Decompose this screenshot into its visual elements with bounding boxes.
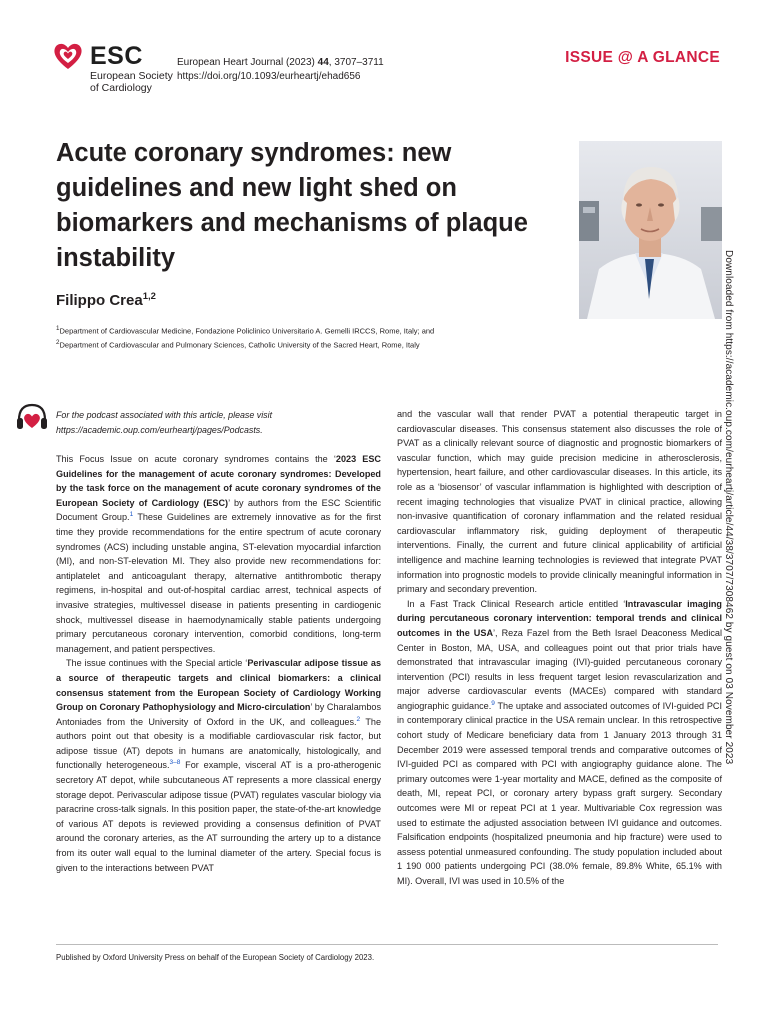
paragraph: and the vascular wall that render PVAT a potential therapeutic target in cardiovascular diseases. This consensus statement also discusses the role of PVAT as a clinically relevant source of diagnostic and prognostic biomarkers of vascular function, which may guide precision medicine in atherosclerosis, hypertension, heart failure, and other cardiovascular diseases. In this article, its role as a ‘biosensor’ of vascular inflammation is highlighted with description of recent imaging technologies that visualize PVAT in clinical practice, allowing non-invasive quantification of coronary inflammation and the related residual cardiovascular inflammatory risk, guiding deployment of therapeutic interventions. Finally, the current and future clinical applicability of artificial intelligence and machine learning technologies is reviewed that integrate PVAT information into prognostic models to provide clinically meaningful information in primary and secondary prevention. — [397, 409, 722, 595]
text-run: For example, visceral AT is a pro-atherogenic secretory AT depot, while subcutaneous AT represents a more classical energy storage depot. Perivascular adipose tissue (PVAT) regulates vascular biology via paracrine cross-talk signals. In this position paper, the state-of-the-art knowledge of various AT depots is reviewed providing a consensus definition of PVAT around the coronary arteries, as the AT surrounding the artery up to a distance from its outer wall equal to the luminal diameter of the artery. Special focus is given to the interactions between PVAT — [56, 760, 381, 873]
paragraph — [56, 452, 381, 656]
text-run: The issue continues with the Special article ‘ — [66, 658, 248, 669]
text-run: In a Fast Track Clinical Research article entitled ‘ — [407, 598, 626, 609]
download-notice — [723, 250, 752, 850]
journal-reference — [177, 56, 384, 70]
text-run: ’ by authors from the ESC Scientific Document Group. — [56, 497, 381, 523]
author-affiliation-sup: 1,2 — [142, 291, 156, 302]
text-run: The uptake and associated outcomes of IVI-guided PCI in contemporary clinical practice in the USA remain unclear. In this retrospective cohort study of Medicare beneficiary data from 1 January 2013 through 31 December 2019 were assessed temporal trends and comparative outcomes of IVI-guided PCI as compared with PCI with angiography guidance alone. The primary outcomes were 1-year mortality and MACE, defined as the composite of death, MI, repeat PCI, or coronary artery bypass graft surgery. Secondary outcomes were MI or repeat PCI at 1 year. Multivariable Cox regression was used to estimate the adjusted association between IVI guidance and outcomes. Falsification endpoints (hospitalized pneumonia and hip fracture) were used to assess potential unmeasured confounding. The study population included about 1 190 000 patients undergoing PCI (38.0% female, 89.8% White, 65.1% with MI). Overall, IVI was used in 10.5% of the — [397, 700, 723, 886]
journal-name: European Heart Journal (2023) — [177, 57, 318, 68]
paragraph — [397, 597, 722, 889]
article-title: Acute coronary syndromes: new guidelines and new light shed on biomarkers and mechanisms of plaque instability — [56, 139, 528, 272]
article-reference-title: Intravascular imaging during percutaneous coronary intervention: temporal trends and clinical outcomes in the USA — [397, 598, 722, 638]
society-name — [90, 70, 173, 94]
footer-divider — [56, 944, 718, 945]
reference-link[interactable]: 9 — [491, 699, 495, 707]
text-run: ’ by Charalambos Antoniades from the University of Oxford in the UK, and colleagues. — [56, 702, 381, 727]
text-run: The authors point out that obesity is a modifiable cardiovascular risk factor, but adipose tissue (AT) depots in humans are anatomically, histologically, and functionally heterogeneous. — [56, 716, 381, 771]
journal-pages: , 3707–3711 — [328, 57, 384, 68]
doi-link[interactable]: https://doi.org/10.1093/eurheartj/ehad656 — [177, 71, 361, 82]
affiliations — [56, 323, 434, 350]
reference-link[interactable]: 1 — [129, 511, 134, 519]
society-line-1: European Society — [90, 70, 173, 82]
author-name — [56, 291, 156, 309]
society-line-2: of Cardiology — [90, 82, 152, 94]
affiliation-1 — [56, 323, 434, 337]
body-column-right — [397, 407, 722, 889]
affiliation-2-number: 2 — [56, 338, 60, 346]
affiliation-2-text: Department of Cardiovascular and Pulmonary Sciences, Catholic University of the Sacred Heart, Rome, Italy — [59, 340, 420, 349]
body-column-left — [56, 452, 381, 875]
section-label: ISSUE @ A GLANCE — [565, 49, 720, 66]
affiliation-1-number: 1 — [56, 325, 60, 332]
article-reference-title: Perivascular adipose tissue as a source of therapeutic targets and clinical biomarkers: a clinical consensus statement from the European Society of Cardiology Working Group on Coronary Pathophysiology and Micro-circulation — [56, 658, 382, 713]
reference-link[interactable]: 2 — [356, 715, 361, 723]
publisher-footer: Published by Oxford University Press on behalf of the European Society of Cardiology 2023. — [56, 953, 375, 962]
author-photo — [579, 141, 722, 319]
journal-volume: 44 — [317, 57, 329, 68]
esc-wordmark: ESC — [90, 42, 143, 70]
text-run: ’, Reza Fazel from the Beth Israel Deaconess Medical Center in Boston, MA, USA, and colleagues point out that prior trials have demonstrated that intravascular imaging (IVI)-guided percutaneous coronary intervention (PCI) results in less frequent target lesion revascularization and major adverse cardiovascular events (MACEs) compared with standard angiographic guidance. — [397, 627, 722, 711]
esc-heart-logo-icon — [52, 40, 84, 72]
text-run: This Focus Issue on acute coronary syndromes contains the ‘ — [56, 454, 336, 464]
paragraph — [56, 656, 381, 875]
download-notice-text: Downloaded from https://academic.oup.com/eurheartj/article/44/38/3707/7308462 by guest on 03 November 2023 — [723, 250, 734, 765]
podcast-headphones-icon[interactable] — [14, 399, 50, 435]
reference-link[interactable]: 3–8 — [169, 759, 181, 767]
text-run: These Guidelines are extremely innovative as for the first time they provide recommendations for the entire spectrum of acute coronary syndromes (ACS) including unstable angina, ST-elevation myocardial infarction (MI), and non-ST-elevation MI. They also provide new recommendations for: antiplatelet and anticoagulant therapy, alternative antithrombotic therapy regimens, in-hospital and out-of-hospital cardiac arrest, technical aspects of invasive strategies, multivessel disease in patients presenting in cardiogenic shock, multivessel disease in haemodynamically stable patients undergoing primary percutaneous coronary intervention, comorbid conditions, long-term management, and patient perspectives. — [56, 512, 381, 654]
affiliation-2 — [56, 337, 434, 351]
author-text: Filippo Crea — [56, 292, 143, 309]
journal-citation — [177, 56, 384, 84]
affiliation-1-text: Department of Cardiovascular Medicine, Fondazione Policlinico Universitario A. Gemelli IRCCS, Rome, Italy; and — [59, 326, 435, 336]
podcast-note: For the podcast associated with this article, please visit https://academic.oup.com/eurheartj/pages/Podcasts. — [56, 410, 273, 435]
guideline-title: 2023 ESC Guidelines for the management of acute coronary syndromes: Developed by the task force on the management of acute coronary syndromes of the European Society of Cardiology (ESC) — [56, 454, 381, 508]
